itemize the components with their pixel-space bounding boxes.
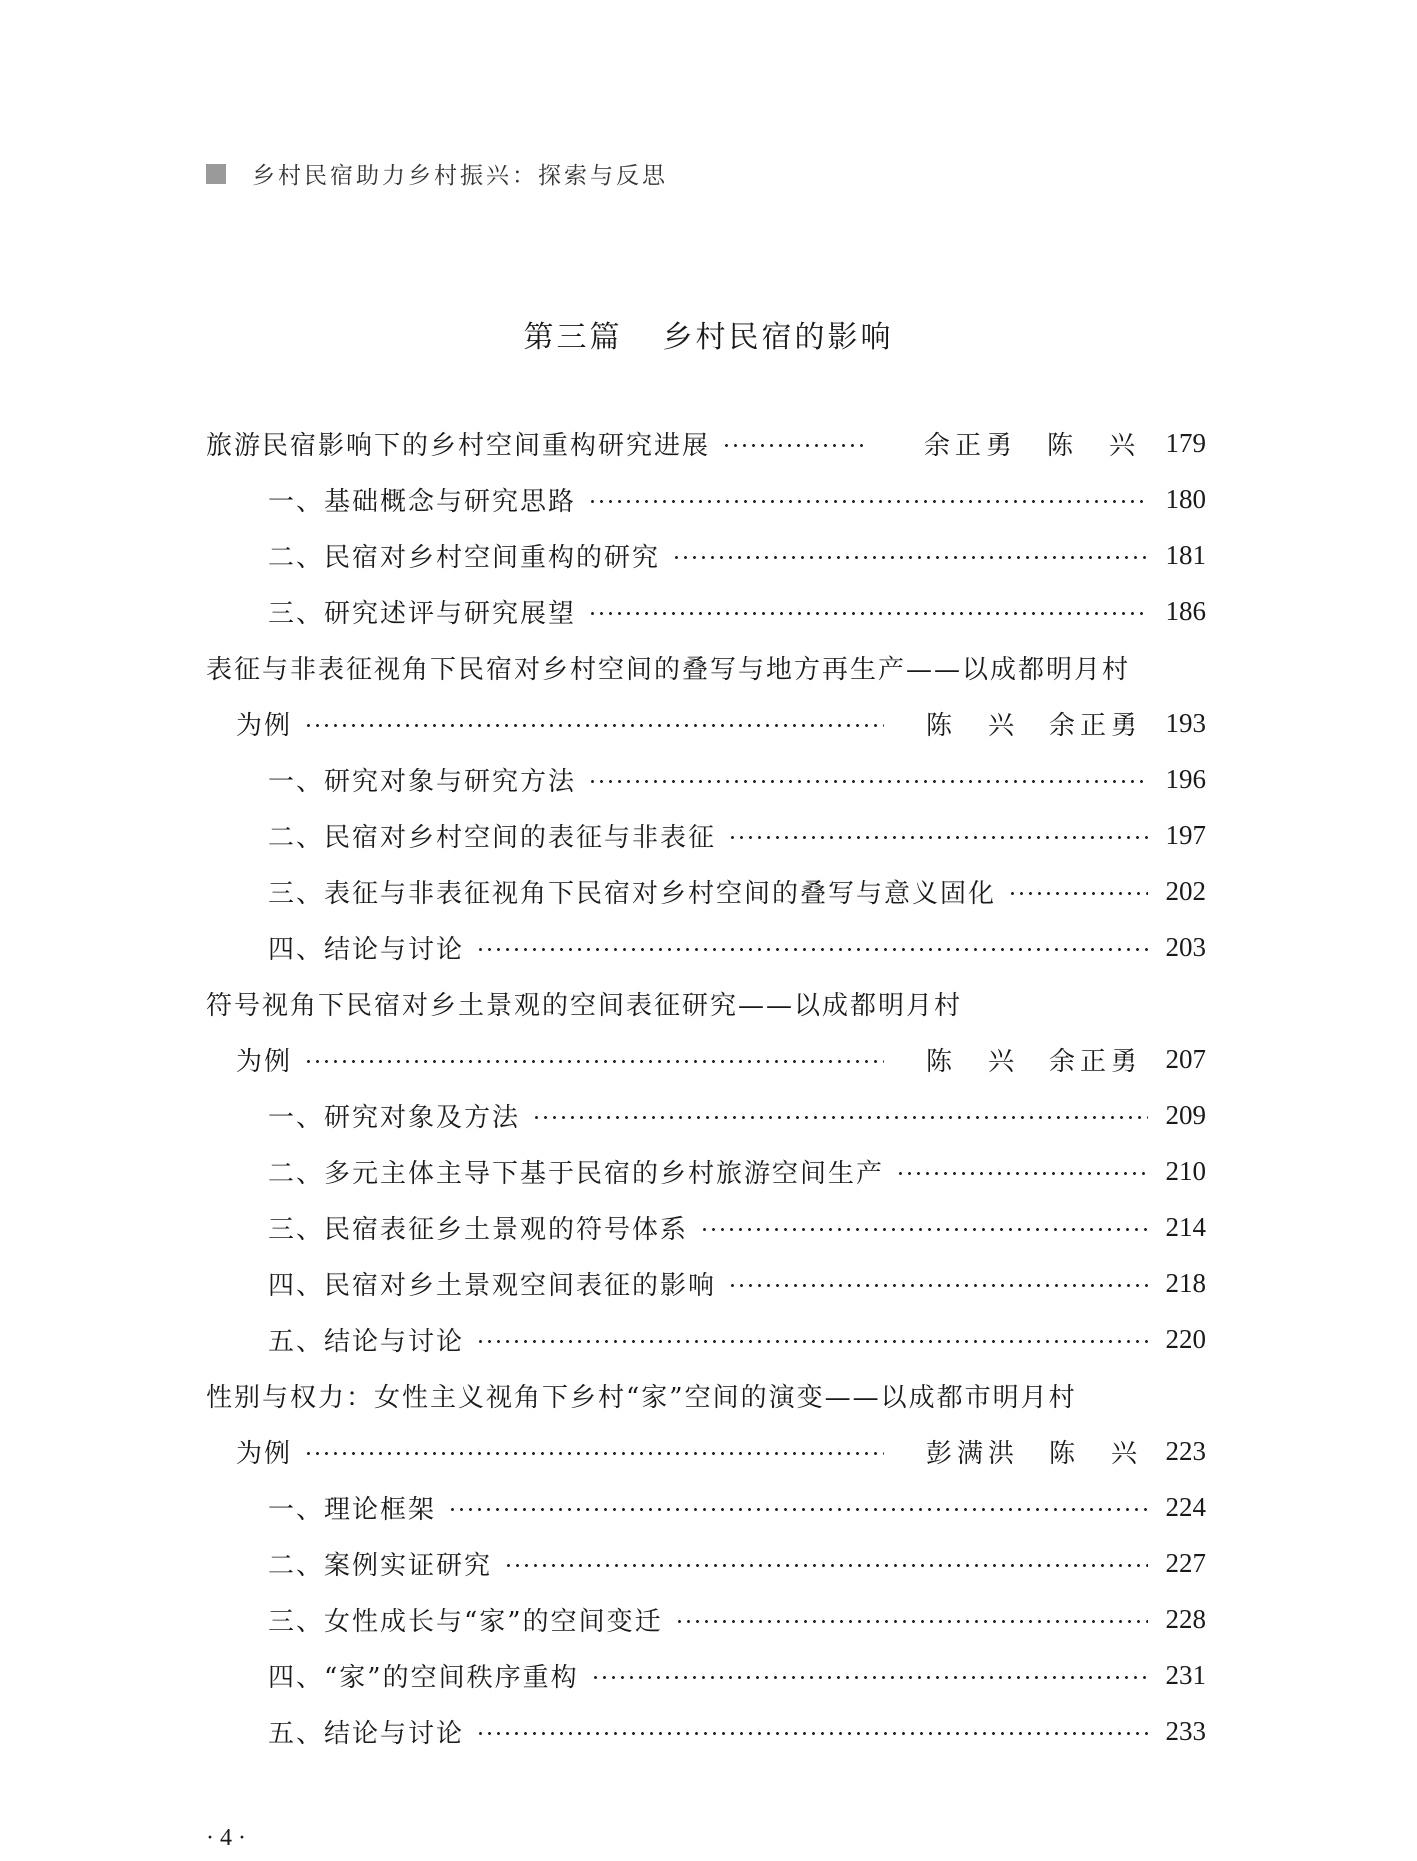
section-title: 三、研究述评与研究展望 (268, 598, 577, 629)
toc-section[interactable] (206, 1535, 1206, 1591)
leader-dots (476, 1340, 1148, 1343)
page-number: 196 (1165, 763, 1206, 794)
toc-entry-continuation[interactable] (206, 1031, 1206, 1087)
author: 余正勇 (1049, 710, 1143, 741)
leader-dots (728, 836, 1148, 839)
toc-section[interactable] (206, 471, 1206, 527)
page-number: 202 (1165, 875, 1206, 906)
entry-title: 表征与非表征视角下民宿对乡村空间的叠写与地方再生产——以成都明月村 (206, 654, 1131, 685)
leader-dots (476, 948, 1148, 951)
toc-section[interactable] (206, 1087, 1206, 1143)
toc-section[interactable] (206, 919, 1206, 975)
book-title: 乡村民宿助力乡村振兴：探索与反思 (252, 163, 668, 189)
author: 余正勇 (923, 430, 1017, 461)
toc-section[interactable] (206, 1143, 1206, 1199)
section-title: 二、多元主体主导下基于民宿的乡村旅游空间生产 (268, 1158, 885, 1189)
author: 陈 兴 (926, 1046, 1020, 1077)
leader-dots (476, 1732, 1148, 1735)
toc-entry[interactable] (206, 975, 1206, 1031)
toc-entry[interactable] (206, 1367, 1206, 1423)
page-number: 186 (1165, 595, 1206, 626)
toc-section[interactable] (206, 1199, 1206, 1255)
section-title: 四、民宿对乡土景观空间表征的影响 (268, 1270, 717, 1301)
entry-authors (896, 1041, 1142, 1078)
section-title: 一、研究对象与研究方法 (268, 766, 577, 797)
leader-dots (504, 1564, 1148, 1567)
section-title: 二、案例实证研究 (268, 1550, 493, 1581)
page-number: 180 (1165, 483, 1206, 514)
page-number: 220 (1165, 1323, 1206, 1354)
section-title: 一、基础概念与研究思路 (268, 486, 577, 517)
page-number: 233 (1165, 1715, 1206, 1746)
toc-section[interactable] (206, 1703, 1206, 1759)
entry-title: 性别与权力：女性主义视角下乡村“家”空间的演变——以成都市明月村 (206, 1382, 1077, 1413)
author: 陈 兴 (1049, 1438, 1143, 1469)
page-number: 203 (1165, 931, 1206, 962)
toc-entry-continuation[interactable] (206, 1423, 1206, 1479)
leader-dots (448, 1508, 1148, 1511)
page-number: 193 (1165, 707, 1206, 738)
toc-section[interactable] (206, 527, 1206, 583)
leader-dots (532, 1116, 1148, 1119)
toc-section[interactable] (206, 863, 1206, 919)
toc-section[interactable] (206, 807, 1206, 863)
author: 陈 兴 (1046, 430, 1140, 461)
part-label: 第三篇 (523, 320, 623, 355)
entry-title-continuation: 为例 (236, 1438, 293, 1469)
entry-authors (880, 425, 1140, 462)
page-number: 207 (1165, 1043, 1206, 1074)
page-number: 223 (1165, 1435, 1206, 1466)
entry-title-continuation: 为例 (236, 710, 293, 741)
leader-dots (672, 556, 1148, 559)
section-title: 一、研究对象及方法 (268, 1102, 521, 1133)
page-number: 227 (1165, 1547, 1206, 1578)
page-number: 228 (1165, 1603, 1206, 1634)
toc-entry-continuation[interactable] (206, 695, 1206, 751)
page-number: 214 (1165, 1211, 1206, 1242)
entry-authors (896, 1433, 1142, 1470)
leader-dots (728, 1284, 1148, 1287)
leader-dots (304, 1060, 884, 1063)
toc-section[interactable] (206, 1311, 1206, 1367)
section-title: 四、“家”的空间秩序重构 (268, 1662, 579, 1693)
header-square-marker (206, 164, 226, 184)
section-title: 一、理论框架 (268, 1494, 437, 1525)
toc-entry[interactable] (206, 415, 1206, 471)
table-of-contents (206, 415, 1206, 1759)
page-number: 224 (1165, 1491, 1206, 1522)
toc-section[interactable] (206, 583, 1206, 639)
toc-section[interactable] (206, 1255, 1206, 1311)
author: 陈 兴 (926, 710, 1020, 741)
leader-dots (588, 500, 1148, 503)
section-title: 三、女性成长与“家”的空间变迁 (268, 1606, 663, 1637)
toc-section[interactable] (206, 1647, 1206, 1703)
leader-dots (896, 1172, 1148, 1175)
page-number: 218 (1165, 1267, 1206, 1298)
page-number: 209 (1165, 1099, 1206, 1130)
page-number: 210 (1165, 1155, 1206, 1186)
section-title: 二、民宿对乡村空间的表征与非表征 (268, 822, 717, 853)
toc-section[interactable] (206, 751, 1206, 807)
section-title: 二、民宿对乡村空间重构的研究 (268, 542, 661, 573)
leader-dots (588, 612, 1148, 615)
leader-dots (700, 1228, 1148, 1231)
part-heading (0, 312, 1417, 356)
page-number: 179 (1165, 427, 1206, 458)
leader-dots (1008, 892, 1148, 895)
section-title: 三、表征与非表征视角下民宿对乡村空间的叠写与意义固化 (268, 878, 997, 909)
leader-dots (304, 1452, 884, 1455)
section-title: 五、结论与讨论 (268, 1718, 465, 1749)
leader-dots (722, 444, 868, 447)
author: 余正勇 (1049, 1046, 1143, 1077)
section-title: 五、结论与讨论 (268, 1326, 465, 1357)
running-header (206, 157, 668, 190)
page-number: 231 (1165, 1659, 1206, 1690)
entry-authors (896, 705, 1142, 742)
entry-title-continuation: 为例 (236, 1046, 293, 1077)
leader-dots (675, 1620, 1148, 1623)
leader-dots (588, 780, 1148, 783)
section-title: 三、民宿表征乡土景观的符号体系 (268, 1214, 689, 1245)
toc-section[interactable] (206, 1591, 1206, 1647)
author: 彭满洪 (926, 1438, 1020, 1469)
page-number: 197 (1165, 819, 1206, 850)
entry-title: 符号视角下民宿对乡土景观的空间表征研究——以成都明月村 (206, 990, 963, 1021)
section-title: 四、结论与讨论 (268, 934, 465, 965)
leader-dots (304, 724, 884, 727)
part-title: 乡村民宿的影响 (662, 320, 894, 355)
folio-page-number: · 4 · (206, 1825, 246, 1851)
toc-entry[interactable] (206, 639, 1206, 695)
toc-section[interactable] (206, 1479, 1206, 1535)
page-number: 181 (1165, 539, 1206, 570)
entry-title: 旅游民宿影响下的乡村空间重构研究进展 (206, 430, 711, 461)
leader-dots (591, 1676, 1148, 1679)
